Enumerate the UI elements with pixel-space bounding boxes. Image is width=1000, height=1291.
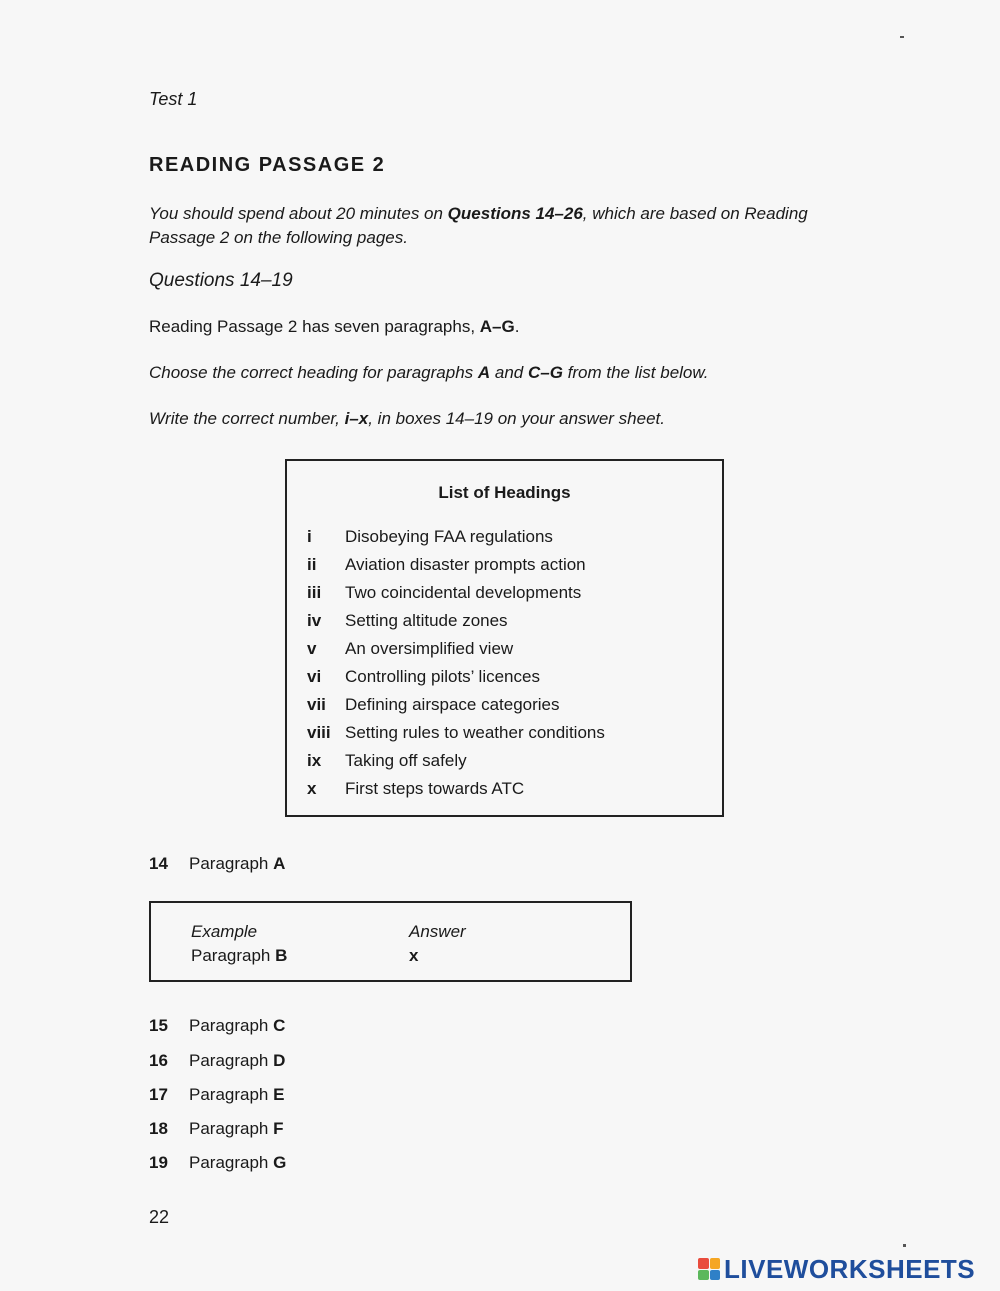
liveworksheets-logo-icon (698, 1258, 720, 1280)
heading-text: Aviation disaster prompts action (345, 555, 586, 574)
question-label: Paragraph (189, 1051, 274, 1070)
heading-number: iii (307, 583, 322, 602)
line3-text: Write the correct number, (149, 409, 345, 428)
line2-bold-a: A (477, 363, 491, 382)
line1-text: Reading Passage 2 has seven paragraphs, (149, 317, 480, 336)
heading-text: Controlling pilots’ licences (345, 667, 540, 686)
heading-item (307, 695, 560, 721)
heading-number: i (307, 527, 312, 546)
heading-text: First steps towards ATC (345, 779, 525, 798)
question-number: 17 (149, 1085, 168, 1104)
heading-item (307, 555, 586, 581)
heading-item (307, 583, 581, 609)
example-answer-value: x (409, 946, 419, 965)
logo-cell (698, 1258, 709, 1269)
question-number: 14 (149, 854, 168, 873)
question-label: Paragraph (189, 1119, 274, 1138)
heading-item (307, 779, 524, 805)
intro-instructions (149, 202, 869, 250)
question-number: 15 (149, 1016, 168, 1035)
instruction-line-2 (149, 363, 708, 383)
line2-text: Choose the correct heading for paragraphs (149, 363, 478, 382)
intro-text-1: You should spend about 20 minutes on (149, 204, 448, 223)
example-paragraph (191, 946, 287, 966)
page-number: 22 (149, 1207, 170, 1227)
question-18 (149, 1119, 284, 1139)
question-label: Paragraph (189, 854, 274, 873)
heading-number: viii (307, 723, 331, 742)
question-number: 18 (149, 1119, 168, 1138)
question-letter: D (273, 1051, 286, 1070)
heading-number: ix (307, 751, 322, 770)
question-letter: G (273, 1153, 287, 1172)
heading-item (307, 639, 513, 665)
heading-text: Disobeying FAA regulations (345, 527, 553, 546)
question-15 (149, 1016, 285, 1036)
question-letter: C (273, 1016, 286, 1035)
logo-cell (710, 1270, 721, 1281)
brand-name: LIVEWORKSHEETS (724, 1254, 976, 1284)
question-number: 16 (149, 1051, 168, 1070)
logo-cell (710, 1258, 721, 1269)
instruction-line-1 (149, 317, 519, 337)
question-19 (149, 1153, 286, 1173)
heading-number: vi (307, 667, 322, 686)
heading-item (307, 527, 553, 553)
heading-item (307, 667, 540, 693)
line2-end: from the list below. (562, 363, 709, 382)
question-label: Paragraph (189, 1016, 274, 1035)
liveworksheets-brand (698, 1256, 975, 1282)
test-label: Test 1 (149, 89, 198, 109)
heading-text: Setting rules to weather conditions (345, 723, 605, 742)
questions-range-heading: Questions 14–19 (149, 270, 293, 291)
question-letter: E (273, 1085, 285, 1104)
heading-text: Setting altitude zones (345, 611, 508, 630)
passage-title: READING PASSAGE 2 (149, 154, 386, 176)
heading-item (307, 723, 605, 749)
example-label: Example (191, 922, 258, 941)
heading-number: x (307, 779, 317, 798)
question-16 (149, 1051, 285, 1071)
heading-number: vii (307, 695, 326, 714)
line1-bold: A–G (479, 317, 515, 336)
question-number: 19 (149, 1153, 168, 1172)
line2-bold-cg: C–G (527, 363, 563, 382)
list-of-headings-box (285, 459, 724, 817)
heading-text: Taking off safely (345, 751, 467, 770)
line3-end: , in boxes 14–19 on your answer sheet. (368, 409, 665, 428)
logo-cell (698, 1270, 709, 1281)
heading-number: ii (307, 555, 317, 574)
example-box (149, 901, 632, 982)
instruction-line-3 (149, 409, 665, 429)
answer-label: Answer (409, 922, 466, 941)
scan-mark (903, 1244, 906, 1247)
heading-item (307, 611, 508, 637)
question-letter: F (273, 1119, 284, 1138)
example-paragraph-label: Paragraph (191, 946, 276, 965)
question-label: Paragraph (189, 1085, 274, 1104)
question-17 (149, 1085, 284, 1105)
heading-item (307, 751, 467, 777)
line2-mid: and (490, 363, 528, 382)
intro-text-2: , which are based on Reading Passage 2 on the following pages. (149, 204, 808, 247)
example-paragraph-letter: B (275, 946, 288, 965)
heading-number: v (307, 639, 317, 658)
question-label: Paragraph (189, 1153, 274, 1172)
heading-text: Two coincidental developments (345, 583, 582, 602)
intro-questions-bold: Questions 14–26 (447, 204, 583, 223)
line1-end: . (514, 317, 520, 336)
heading-text: An oversimplified view (345, 639, 514, 658)
heading-number: iv (307, 611, 322, 630)
scan-mark (900, 36, 904, 38)
line3-bold: i–x (344, 409, 369, 428)
heading-text: Defining airspace categories (345, 695, 560, 714)
question-letter: A (273, 854, 286, 873)
question-14 (149, 854, 285, 874)
headings-title: List of Headings (438, 483, 571, 502)
